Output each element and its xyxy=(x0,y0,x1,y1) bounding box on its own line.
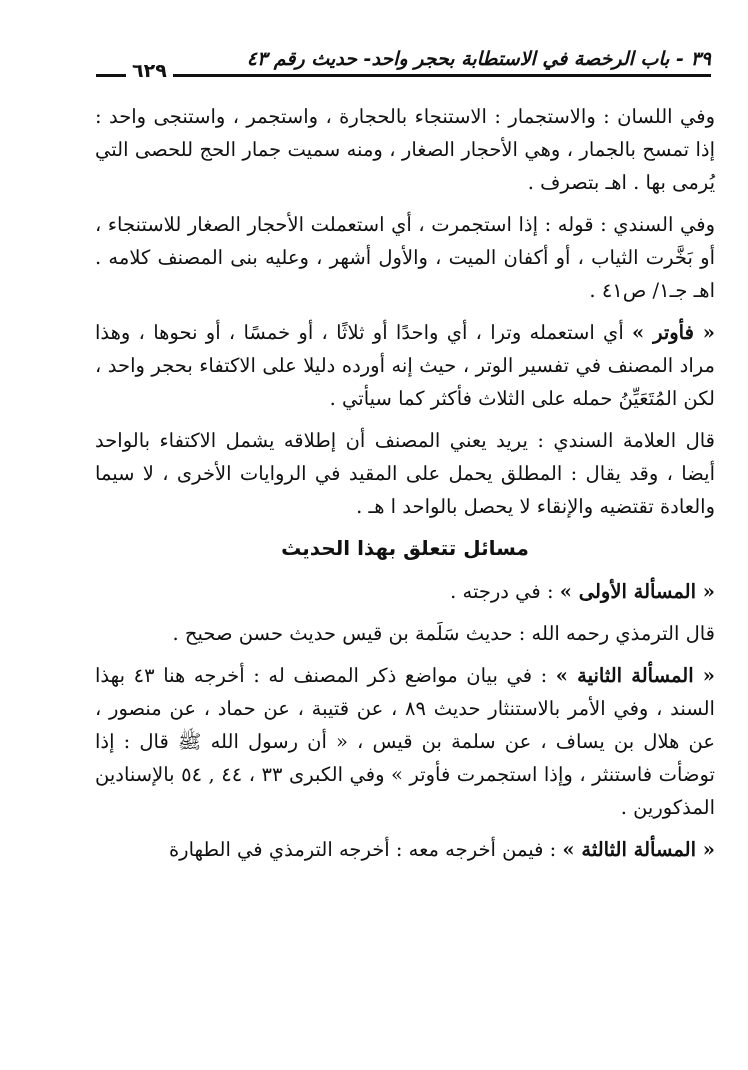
issue-text: : فيمن أخرجه معه : أخرجه الترمذي في الطهارة xyxy=(168,838,563,861)
running-title: ٣٩ - باب الرخصة في الاستطابة بحجر واحد- حديث رقم ٤٣ xyxy=(246,48,711,70)
issue-lead: « المسألة الثانية » xyxy=(555,664,715,687)
issue-second xyxy=(95,659,715,824)
issue-third xyxy=(95,833,715,866)
paragraph-lead: « فأوتر » xyxy=(632,321,715,344)
issue-text: : في درجته . xyxy=(450,580,560,603)
issue-first xyxy=(95,575,715,608)
issue-lead: « المسألة الأولى » xyxy=(559,580,715,603)
paragraph-fa-awtir xyxy=(95,316,715,415)
paragraph-allama-sindi xyxy=(95,424,715,523)
paragraph-sindi xyxy=(95,208,715,307)
paragraph-text: قال العلامة السندي : يريد يعني المصنف أن إطلاقه يشمل الاكتفاء بالواحد أيضا ، وقد يقال : المطلق يحمل على المقيد في الروايات الأخرى ، لا سيما والعادة تقتضيه والإنقاء لا يحصل بالواحد ا هـ . xyxy=(95,429,715,518)
issue-text: قال الترمذي رحمه الله : حديث سَلَمة بن قيس حديث حسن صحيح . xyxy=(172,622,715,645)
issue-tirmidhi-grade xyxy=(95,617,715,650)
paragraph-lisan xyxy=(95,100,715,199)
page-number: ٦٢٩ xyxy=(126,60,173,82)
paragraph-text: أي استعمله وترا ، أي واحدًا أو ثلاثًا ، أو خمسًا ، أو نحوها ، وهذا مراد المصنف في تفسير الوتر ، حيث إنه أورده دليلا على الاكتفاء بحجر واحد ، لكن المُتَعَيِّنُ حمله على الثلاث فأكثر كما سيأتي . xyxy=(95,321,715,410)
issue-text: : في بيان مواضع ذكر المصنف له : أخرجه هنا ٤٣ بهذا السند ، وفي الأمر بالاستنثار حديث ٨٩ ، عن قتيبة ، عن حماد ، عن منصور ، عن هلال بن يساف ، عن سلمة بن قيس ، « أن رسول الله ﷺ قال : إذا توضأت فاستنثر ، وإذا استجمرت فأوتر » وفي الكبرى ٣٣ ، ٤٤ , ٥٤ بالإسنادين المذكورين . xyxy=(95,664,715,819)
page-body xyxy=(95,100,715,875)
paragraph-text: وفي السندي : قوله : إذا استجمرت ، أي استعملت الأحجار الصغار للاستنجاء ، أو بَخَّرت الثياب ، أو أكفان الميت ، والأول أشهر ، وعليه بنى المصنف كلامه . اهـ جـ١/ ص٤١ . xyxy=(95,213,715,302)
paragraph-text: وفي اللسان : والاستجمار : الاستنجاء بالحجارة ، واستجمر ، واستنجى واحد : إذا تمسح بالجمار ، وهي الأحجار الصغار ، ومنه سميت جمار الحج للحصى التي يُرمى بها . اهـ بتصرف . xyxy=(95,105,715,194)
section-heading: مسائل تتعلق بهذا الحديث xyxy=(281,536,529,560)
issue-lead: « المسألة الثالثة » xyxy=(562,838,715,861)
header-rule xyxy=(96,74,711,77)
page-header xyxy=(96,48,711,88)
